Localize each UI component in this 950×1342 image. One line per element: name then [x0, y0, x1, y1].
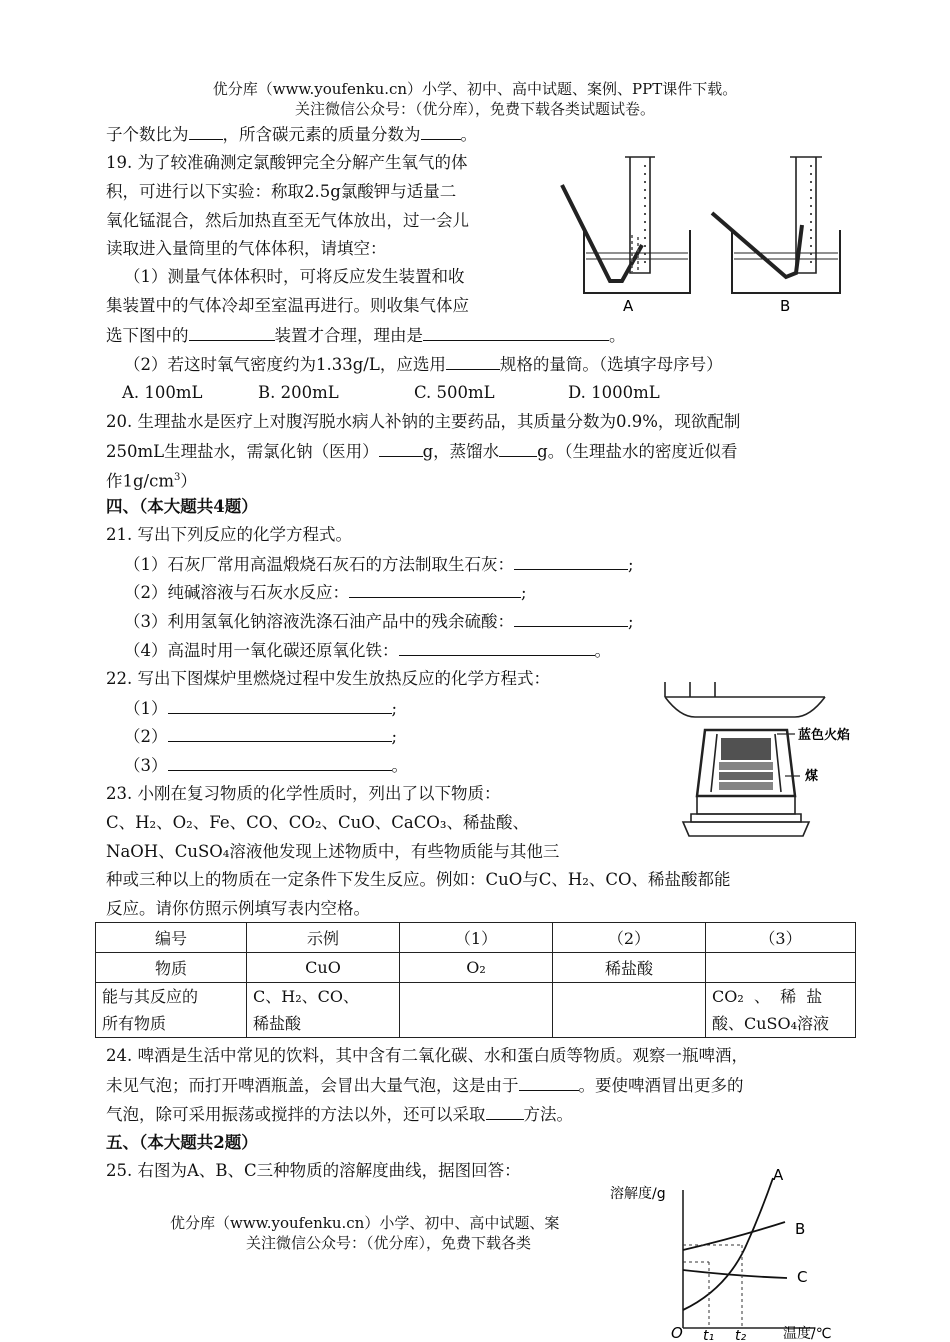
q24-line-3: 气泡，除可采用振荡或搅拌的方法以外，还可以采取 方法。 [106, 1105, 573, 1124]
curve-a [683, 1178, 773, 1310]
q22-item-3: （3） 。 [124, 756, 408, 775]
q19-option-b: B. 200mL [258, 383, 339, 402]
q24-line-1: 24. 啤酒是生活中常见的饮料，其中含有二氧化碳、水和蛋白质等物质。观察一瓶啤酒， [106, 1046, 748, 1065]
q24-line-2: 未见气泡；而打开啤酒瓶盖，会冒出大量气泡，这是由于 。要使啤酒冒出更多的 [106, 1076, 744, 1095]
q21-item-2: （2）纯碱溶液与石灰水反应： ; [124, 583, 527, 602]
table-cell-blank[interactable] [706, 953, 856, 983]
figure-label-b: B [780, 297, 791, 315]
q22-item-2: （2） ; [124, 727, 398, 746]
section-5-heading: 五、（本大题共2题） [106, 1133, 258, 1152]
table-row [96, 953, 856, 983]
q22-item-1: （1） ; [124, 699, 398, 718]
curve-b [683, 1222, 785, 1250]
t1-label: t₁ [703, 1328, 715, 1342]
figure-label-a: A [623, 297, 634, 315]
header-line-1: 优分库（www.youfenku.cn）小学、初中、高中试题、案例、PPT课件下载。 [212, 80, 738, 98]
q21-title: 21. 写出下列反应的化学方程式。 [106, 525, 352, 544]
table-header-cell: 编号 [96, 923, 247, 953]
t2-label: t₂ [735, 1328, 747, 1342]
table-header-cell: （3） [706, 923, 856, 953]
q21-item-1: （1）石灰厂常用高温煅烧石灰石的方法制取生石灰： ; [124, 555, 634, 574]
section-4-heading: 四、（本大题共4题） [106, 497, 258, 516]
curve-a-label: A [773, 1166, 784, 1184]
blank-ratio[interactable] [189, 123, 223, 140]
q23-line-4: 种或三种以上的物质在一定条件下发生反应。例如：CuO与C、H₂、CO、稀盐酸都能 [106, 870, 731, 889]
table-cell: 能与其反应的 所有物质 [96, 983, 247, 1038]
curve-c [683, 1270, 787, 1278]
q19-line-2: 积，可进行以下实验：称取2.5g氯酸钾与适量二 [106, 182, 457, 201]
q23-line-3: NaOH、CuSO₄溶液他发现上述物质中，有些物质能与其他三 [106, 842, 560, 861]
blank-water-mass[interactable] [499, 440, 537, 457]
table-row [96, 983, 856, 1038]
table-cell: 稀盐酸 [553, 953, 706, 983]
q19-line-6: 集装置中的气体冷却至室温再进行。则收集气体应 [106, 296, 469, 315]
table-cell: C、H₂、CO、 稀盐酸 [247, 983, 400, 1038]
curve-b-label: B [795, 1220, 806, 1238]
blank-q22-2[interactable] [168, 725, 392, 742]
header-line-2: 关注微信公众号：（优分库），免费下载各类试题试卷。 [294, 100, 655, 118]
q19-line-1: 19. 为了较准确测定氯酸钾完全分解产生氧气的体 [106, 153, 468, 172]
blank-q21-1[interactable] [514, 553, 628, 570]
y-axis-label: 溶解度/g [610, 1186, 666, 1202]
q18-tail: 子个数比为 ，所含碳元素的质量分数为 。 [106, 125, 477, 144]
table-cell: 物质 [96, 953, 247, 983]
q19-line-4: 读取进入量筒里的气体体积，请填空： [106, 239, 387, 258]
table-cell: O₂ [400, 953, 553, 983]
table-cell: CO₂ 、 稀 盐 酸、CuSO₄溶液 [706, 983, 856, 1038]
q20-line-3: 作$1g/cm^3$） [106, 471, 197, 491]
blank-q21-3[interactable] [514, 610, 628, 627]
solubility-curve-figure [605, 1160, 835, 1342]
q21-item-3: （3）利用氢氧化钠溶液洗涤石油产品中的残余硫酸： ; [124, 612, 634, 631]
blank-q21-2[interactable] [349, 581, 521, 598]
q19-line-7: 选下图中的 装置才合理，理由是 。 [106, 326, 626, 345]
origin-label: O [671, 1324, 683, 1342]
table-header-cell: 示例 [247, 923, 400, 953]
table-header-row [96, 923, 856, 953]
q19-option-d: D. 1000mL [568, 383, 660, 402]
table-cell-blank[interactable] [553, 983, 706, 1038]
blank-beer-method[interactable] [486, 1103, 524, 1120]
q23-line-5: 反应。请你仿照示例填写表内空格。 [106, 899, 370, 918]
blank-reason[interactable] [423, 324, 609, 341]
q19-option-a: A. 100mL [122, 383, 203, 402]
q20-line-1: 20. 生理盐水是医疗上对腹泻脱水病人补钠的主要药品，其质量分数为0.9%，现欲配制 [106, 412, 741, 431]
footer-line-1: 优分库（www.youfenku.cn）小学、初中、高中试题、案 [170, 1214, 560, 1232]
q23-line-1: 23. 小刚在复习物质的化学性质时，列出了以下物质： [106, 784, 501, 803]
coal-stove-figure [655, 672, 865, 847]
q19-line-8: （2）若这时氧气密度约为1.33g/L，应选用 规格的量筒。（选填字母序号） [124, 355, 723, 374]
table-header-cell: （1） [400, 923, 553, 953]
blank-carbon-fraction[interactable] [421, 123, 461, 140]
q23-line-2: C、H₂、O₂、Fe、CO、CO₂、CuO、CaCO₃、稀盐酸、 [106, 813, 530, 832]
table-cell-blank[interactable] [400, 983, 553, 1038]
blank-q22-3[interactable] [168, 754, 392, 771]
blank-apparatus[interactable] [189, 324, 275, 341]
table-cell: CuO [247, 953, 400, 983]
gas-collection-figure [550, 145, 860, 320]
q22-title: 22. 写出下图煤炉里燃烧过程中发生放热反应的化学方程式： [106, 669, 550, 688]
q25-line-1: 25. 右图为A、B、C三种物质的溶解度曲线，据图回答： [106, 1161, 521, 1180]
q19-line-5: （1）测量气体体积时，可将反应发生装置和收 [124, 267, 465, 286]
x-axis-label: 温度/℃ [783, 1326, 832, 1342]
q19-line-3: 氧化锰混合，然后加热直至无气体放出，过一会儿 [106, 211, 469, 230]
blank-q22-1[interactable] [168, 697, 392, 714]
blank-nacl-mass[interactable] [379, 440, 423, 457]
blank-beer-reason[interactable] [519, 1074, 579, 1091]
table-header-cell: （2） [553, 923, 706, 953]
q21-item-4: （4）高温时用一氧化碳还原氧化铁： 。 [124, 641, 611, 660]
blank-q21-4[interactable] [399, 639, 595, 656]
blank-cylinder-size[interactable] [446, 353, 500, 370]
q20-line-2: 250mL生理盐水，需氯化钠（医用） g，蒸馏水 g。（生理盐水的密度近似看 [106, 442, 738, 461]
curve-c-label: C [797, 1268, 808, 1286]
figure-label-blue-flame: 蓝色火焰 [798, 728, 851, 743]
q19-option-c: C. 500mL [414, 383, 495, 402]
figure-label-coal: 煤 [805, 769, 819, 784]
reaction-table [95, 922, 856, 1038]
footer-line-2: 关注微信公众号：（优分库），免费下载各类 [246, 1234, 532, 1252]
